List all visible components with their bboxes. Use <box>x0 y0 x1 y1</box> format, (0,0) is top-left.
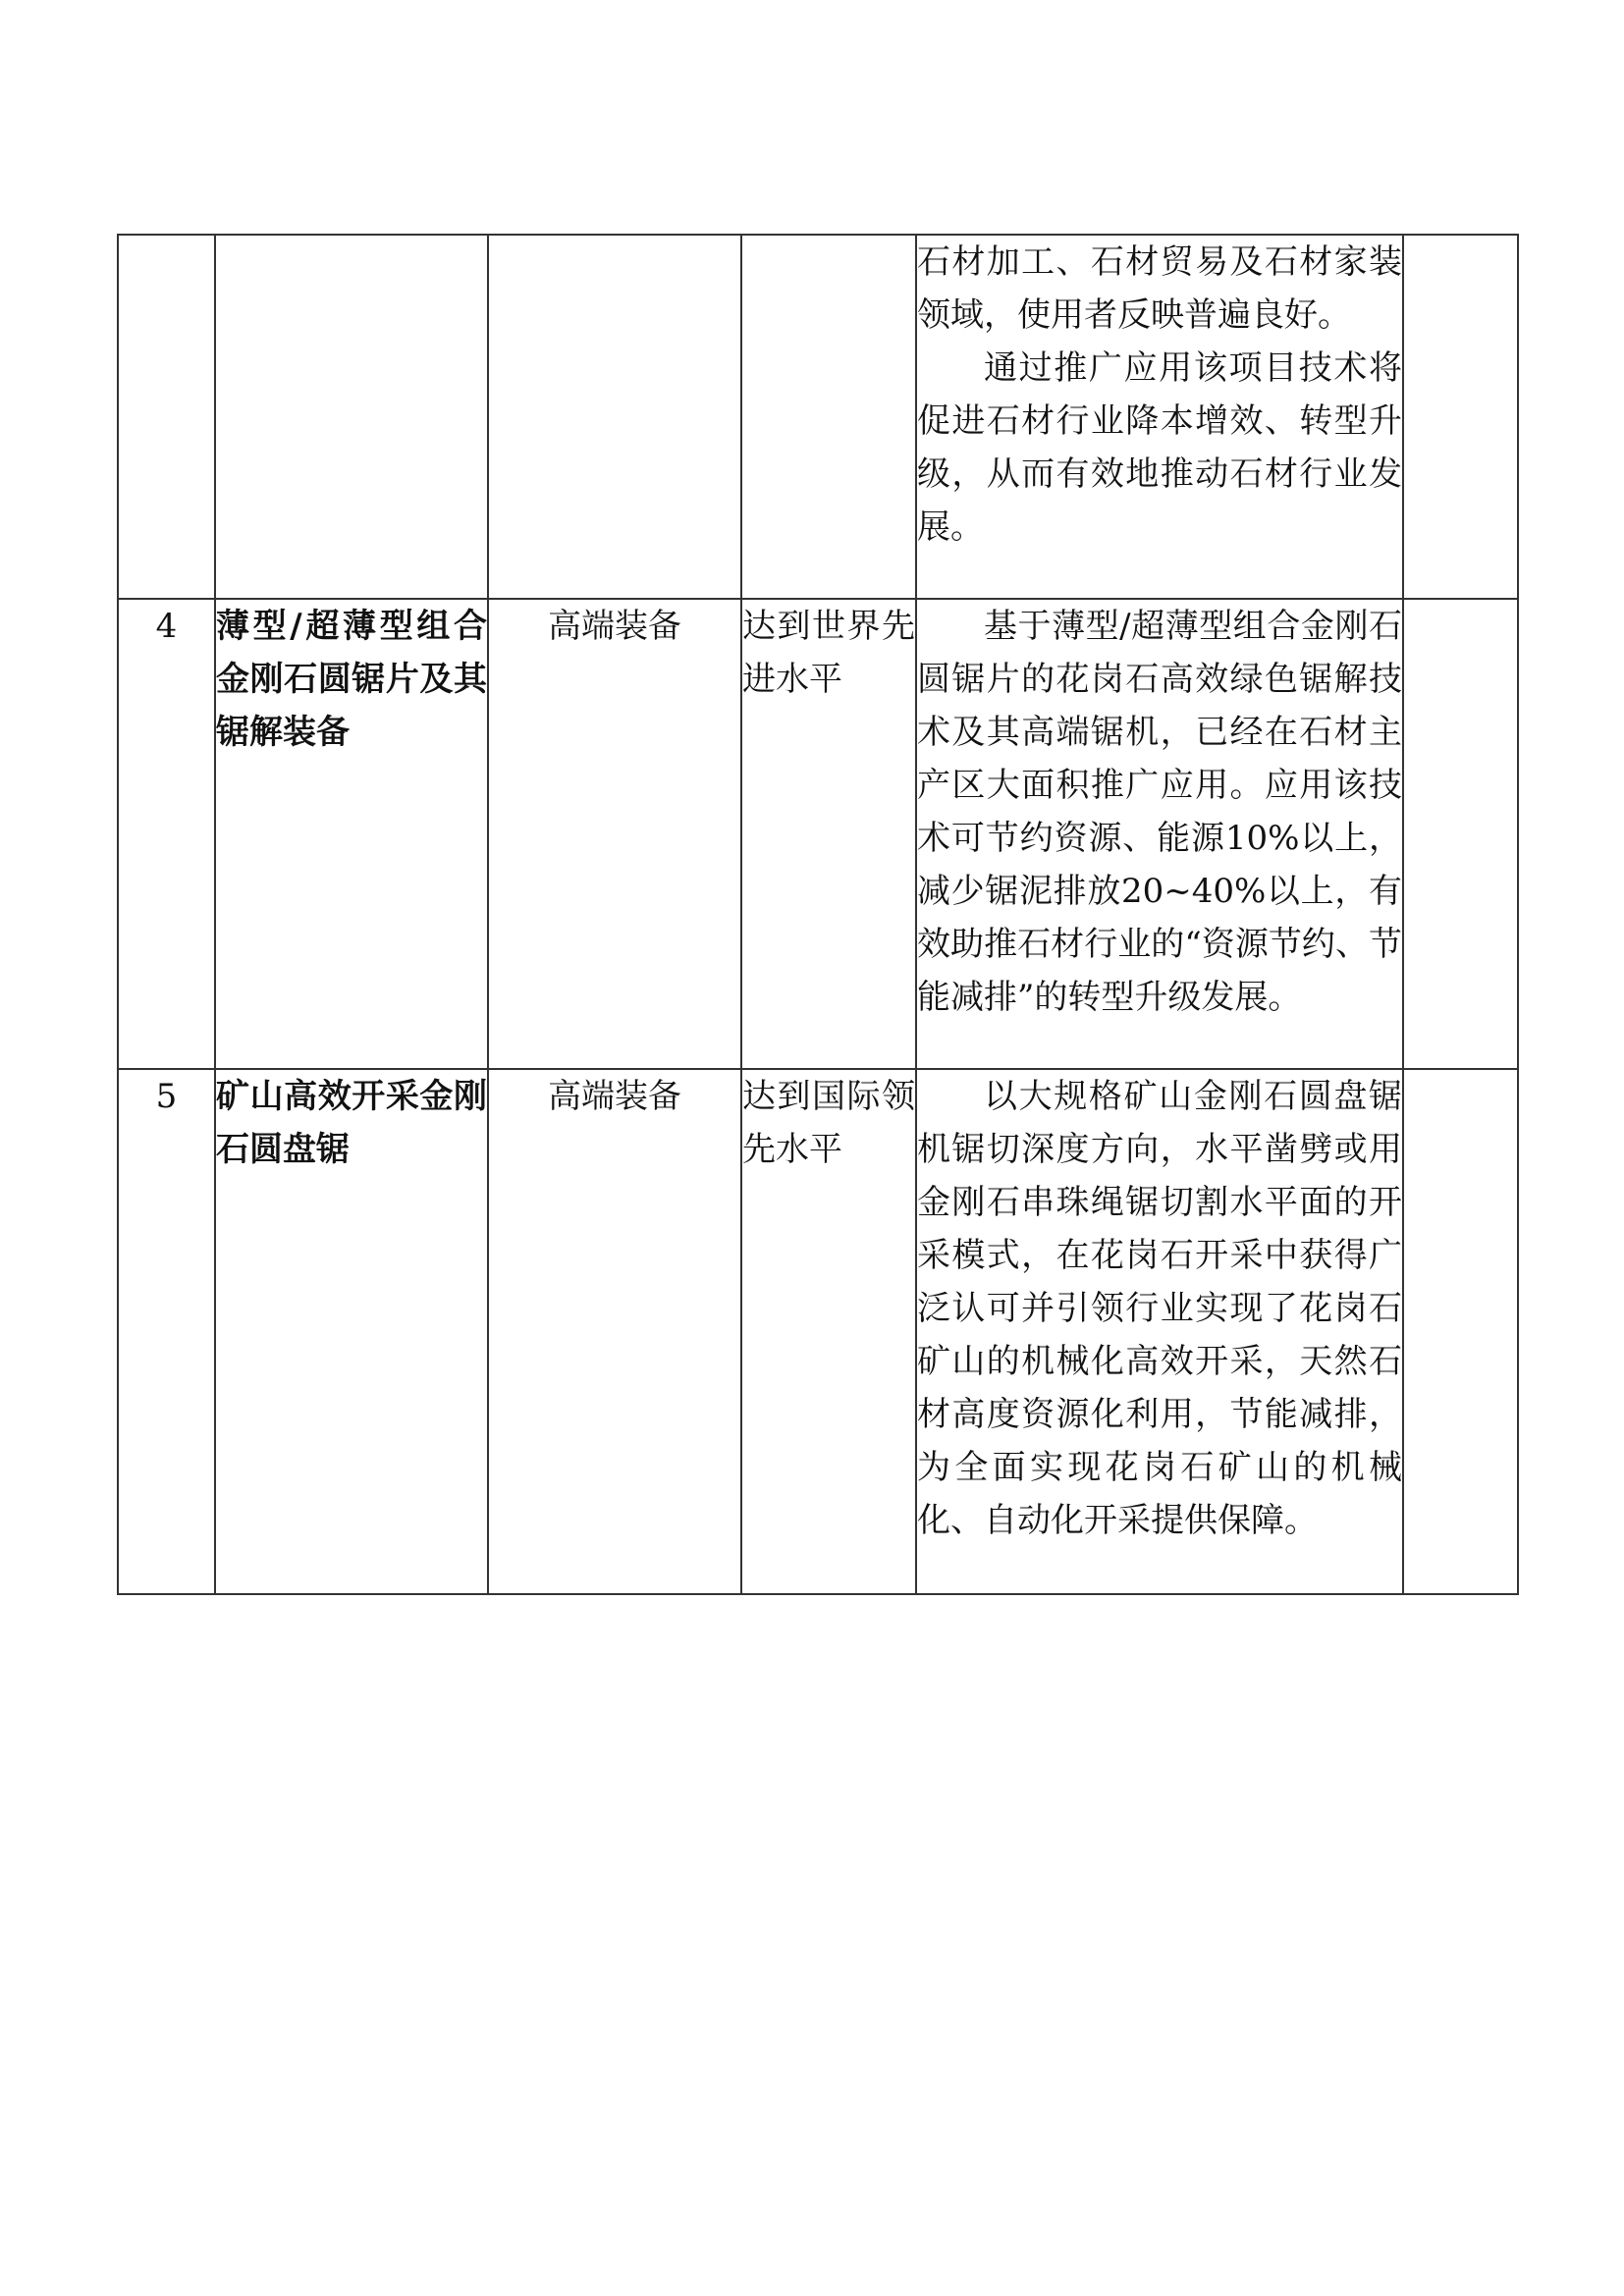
remark-cell <box>1403 1069 1518 1594</box>
project-description <box>916 235 1403 599</box>
description-paragraph: 通过推广应用该项目技术将促进石材行业降本增效、转型升级，从而有效地推动石材行业发展。 <box>917 348 1402 547</box>
remark-cell <box>1403 235 1518 599</box>
description-paragraph: 基于薄型/超薄型组合金刚石圆锯片的花岗石高效绿色锯解技术及其高端锯机，已经在石材主产区大面积推广应用。应用该技术可节约资源、能源10%以上，减少锯泥排放20~40%以上，有效助推石材行业的“资源节约、节能减排”的转型升级发展。 <box>917 607 1402 1017</box>
table-row <box>118 1069 1518 1594</box>
project-name: 薄型/超薄型组合金刚石圆锯片及其锯解装备 <box>215 599 488 1069</box>
row-index: 5 <box>118 1069 215 1594</box>
project-name <box>215 235 488 599</box>
project-category: 高端装备 <box>488 1069 741 1594</box>
project-description <box>916 599 1403 1069</box>
project-category: 高端装备 <box>488 599 741 1069</box>
technology-table <box>117 234 1519 1595</box>
technology-level: 达到国际领先水平 <box>741 1069 916 1594</box>
table-row <box>118 599 1518 1069</box>
table-row <box>118 235 1518 599</box>
project-category <box>488 235 741 599</box>
row-index <box>118 235 215 599</box>
remark-cell <box>1403 599 1518 1069</box>
technology-level <box>741 235 916 599</box>
project-name: 矿山高效开采金刚石圆盘锯 <box>215 1069 488 1594</box>
description-paragraph: 石材加工、石材贸易及石材家装领域，使用者反映普遍良好。 <box>917 242 1402 335</box>
technology-level: 达到世界先进水平 <box>741 599 916 1069</box>
project-description <box>916 1069 1403 1594</box>
description-paragraph: 以大规格矿山金刚石圆盘锯机锯切深度方向，水平凿劈或用金刚石串珠绳锯切割水平面的开采模式，在花岗石开采中获得广泛认可并引领行业实现了花岗石矿山的机械化高效开采，天然石材高度资源化利用，节能减排，为全面实现花岗石矿山的机械化、自动化开采提供保障。 <box>917 1077 1402 1540</box>
row-index: 4 <box>118 599 215 1069</box>
